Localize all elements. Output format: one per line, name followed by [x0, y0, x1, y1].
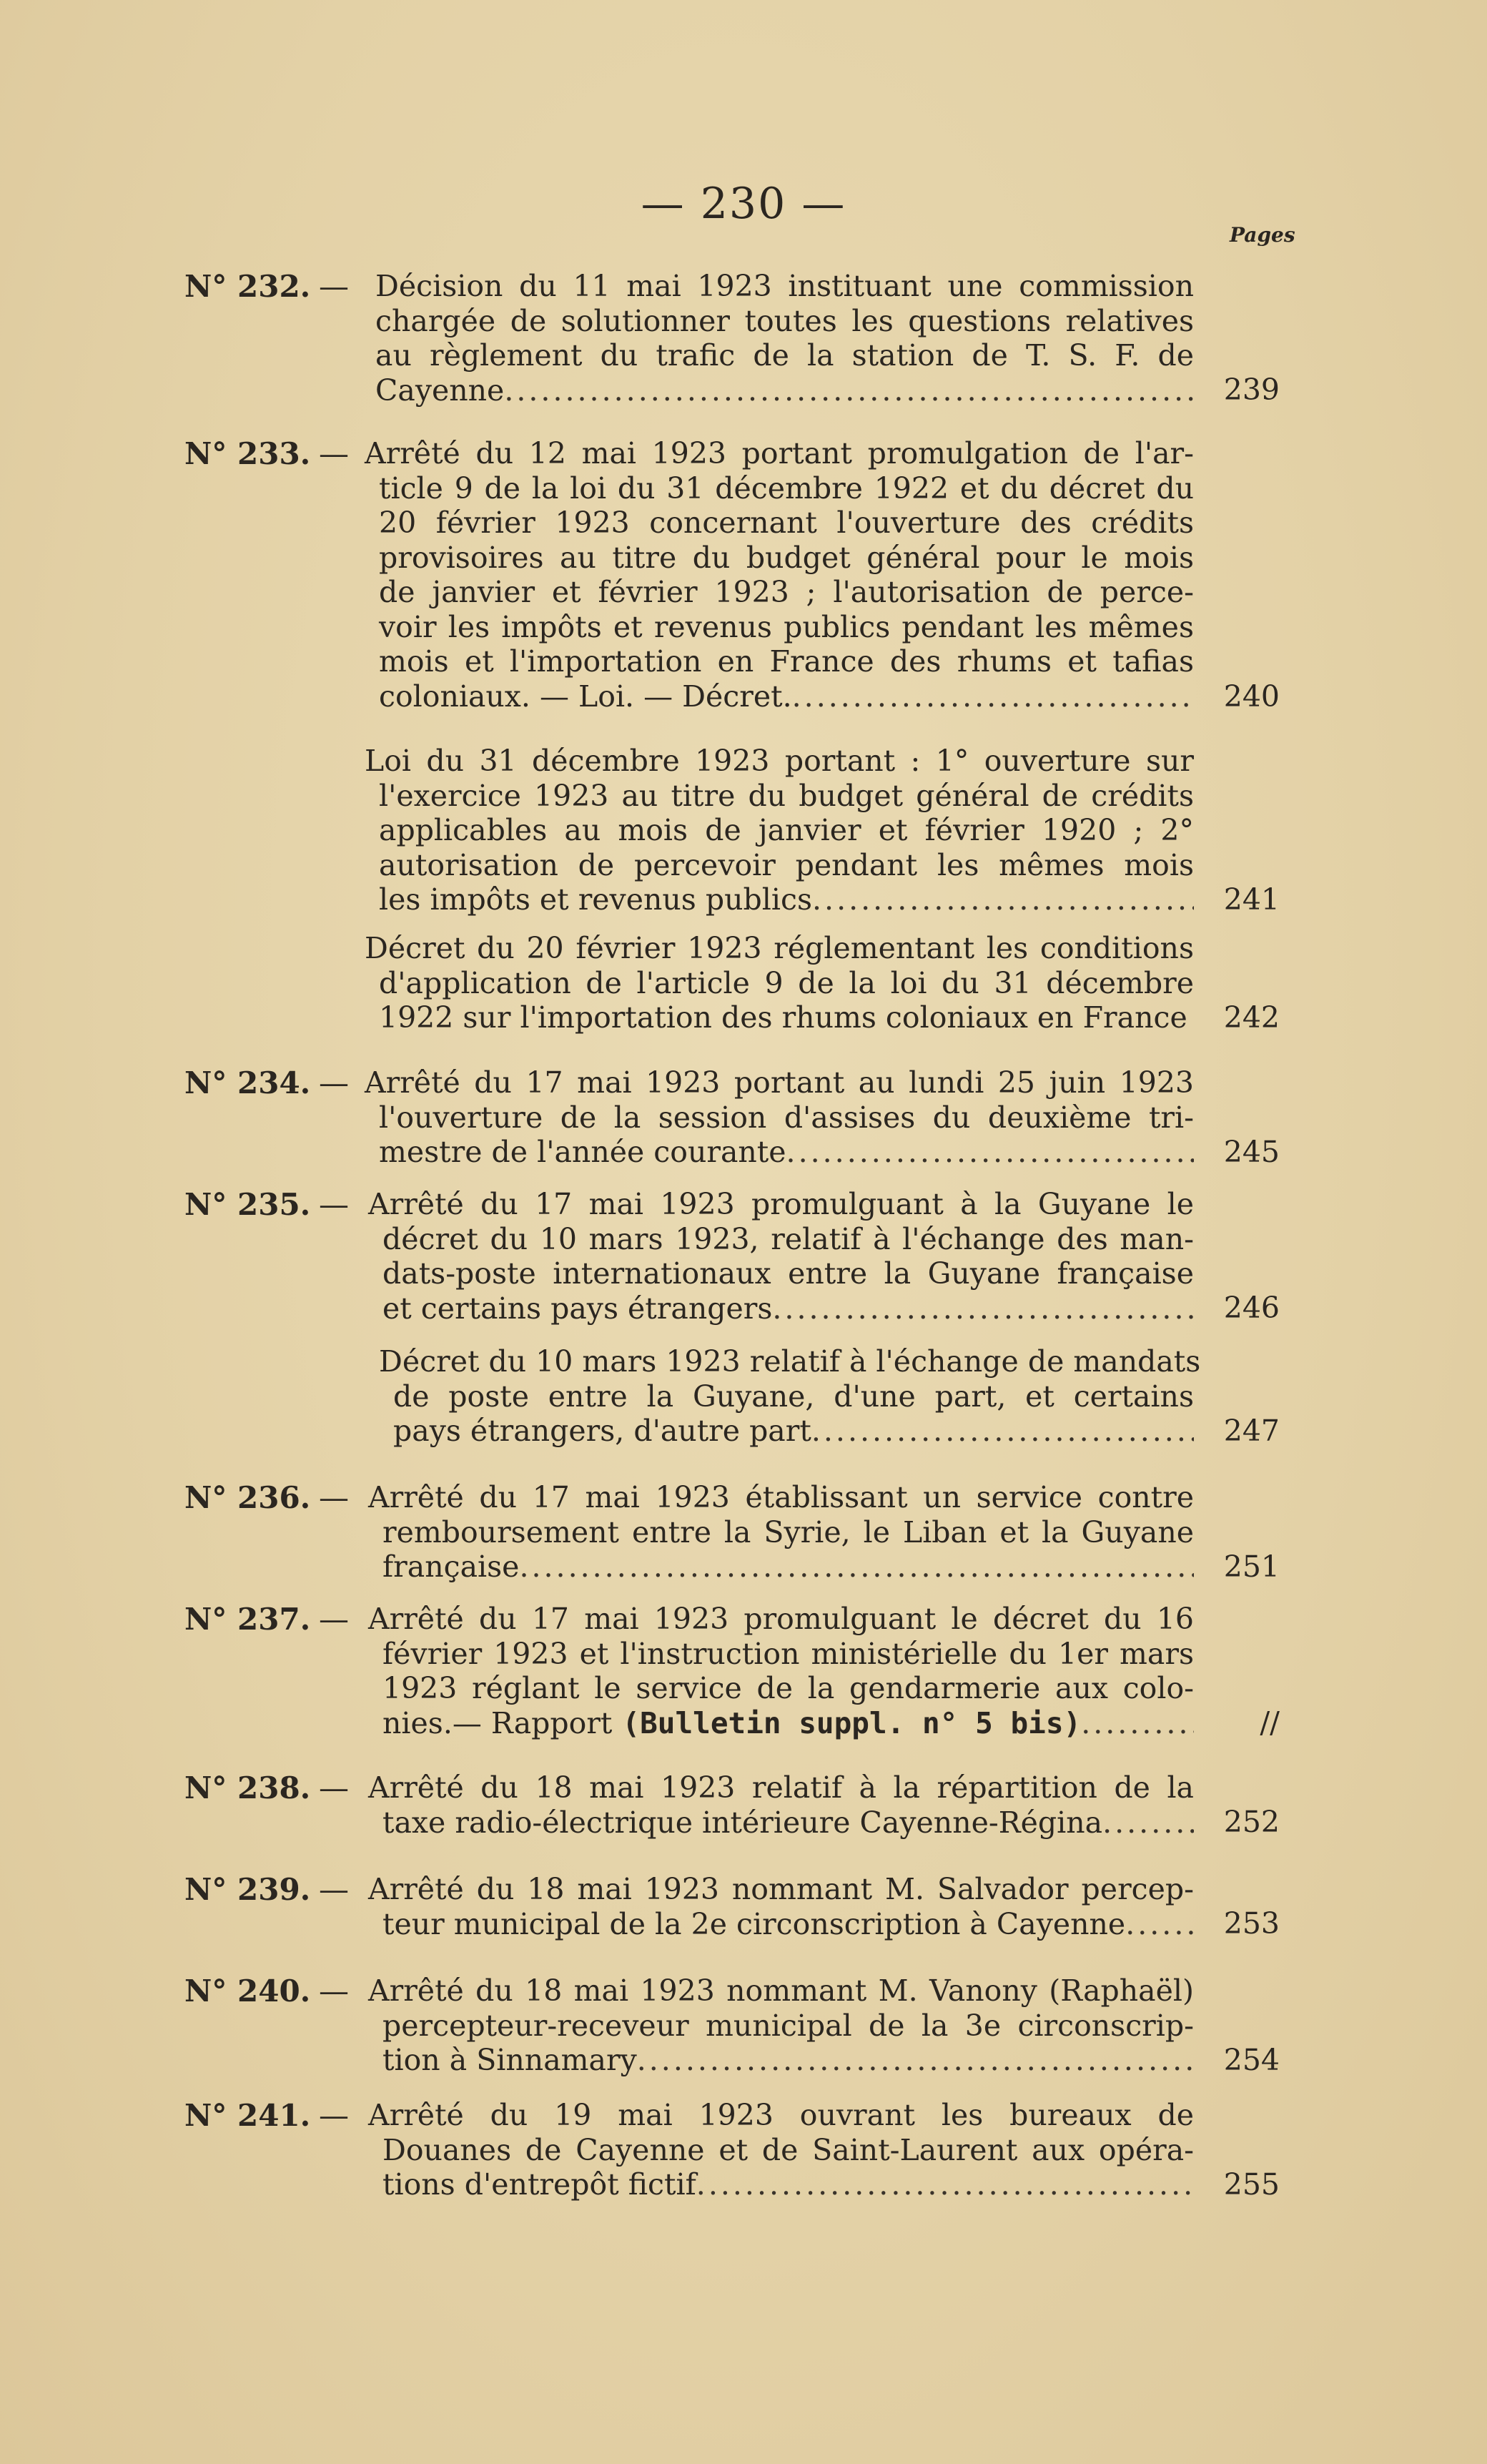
entry-line-last: française [382, 1549, 520, 1584]
entry-page: 242 [1223, 1000, 1280, 1035]
entry-line: décret du 10 mars 1923, relatif à l'échange des man- [382, 1221, 1194, 1256]
entry-line: percepteur-receveur municipal de la 3e circonscrip- [382, 2008, 1194, 2043]
entry-line-last: teur municipal de la 2e circonscription à Cayenne [382, 1906, 1126, 1941]
entry-line: de janvier et février 1923 ; l'autorisation de perce- [379, 575, 1194, 609]
entry-line: de poste entre la Guyane, d'une part, et certains [393, 1379, 1194, 1414]
entry-line-last: nies.— Rapport [382, 1705, 613, 1740]
entry-line: Loi du 31 décembre 1923 portant : 1° ouverture sur [365, 744, 1194, 778]
entry-page: 255 [1223, 2167, 1280, 2202]
entry-line-last: les impôts et revenus publics [379, 882, 812, 917]
entry-text [365, 1065, 1194, 1170]
dot-leader [519, 1549, 1194, 1585]
entry-text [368, 1973, 1194, 2078]
entry-line: dats-poste internationaux entre la Guyane française [382, 1256, 1194, 1291]
entry-page: 253 [1223, 1906, 1280, 1941]
entry-line: Arrêté du 18 mai 1923 nommant M. Vanony (Raphaël) [368, 1973, 1194, 2008]
dot-leader [1081, 1706, 1194, 1741]
entry-line: Décret du 10 mars 1923 relatif à l'échange de mandats [379, 1344, 1201, 1379]
entry-line-last: 1922 sur l'importation des rhums coloniaux en France [379, 1000, 1187, 1035]
entry-line: Arrêté du 17 mai 1923 établissant un service contre [368, 1480, 1194, 1514]
entry-line: 1923 réglant le service de la gendarmerie aux colo- [382, 1671, 1194, 1705]
entry-line: Décret du 20 février 1923 réglementant les conditions [365, 931, 1194, 965]
entry-line-last: mestre de l'année courante [379, 1135, 786, 1169]
entry-line: d'application de l'article 9 de la loi du 31 décembre [379, 965, 1194, 1000]
entry-dash: — [319, 2098, 349, 2133]
entry-dash: — [319, 1770, 349, 1805]
entry-number: N° 240. [184, 1973, 311, 2009]
entry-number: N° 238. [184, 1770, 311, 1805]
entry-line: Arrêté du 17 mai 1923 portant au lundi 25 juin 1923 [365, 1065, 1194, 1100]
entry-page: 251 [1223, 1549, 1280, 1584]
entry-number: N° 241. [184, 2098, 311, 2133]
entry-text [368, 1872, 1194, 1941]
entry-line: Arrêté du 17 mai 1923 promulguant le décret du 16 [368, 1602, 1194, 1636]
dot-leader [1102, 1805, 1194, 1840]
entry-line: février 1923 et l'instruction ministérielle du 1er mars [382, 1636, 1194, 1671]
entry-dash: — [319, 1973, 349, 2009]
entry-page: // [1260, 1705, 1280, 1740]
entry-line: autorisation de percevoir pendant les mêmes mois [379, 847, 1194, 882]
entry-page: 239 [1223, 373, 1280, 407]
dot-leader [504, 373, 1194, 408]
entry-text [368, 1770, 1194, 1840]
page-number: — 230 — [641, 179, 846, 229]
dot-leader [811, 1414, 1194, 1449]
entry-line-last: pays étrangers, d'autre part [393, 1414, 811, 1448]
entry-line-last: tion à Sinnamary [382, 2043, 637, 2077]
entry-page: 241 [1223, 882, 1280, 917]
entry-page: 245 [1223, 1135, 1280, 1169]
entry-line: Arrêté du 17 mai 1923 promulguant à la Guyane le [368, 1187, 1194, 1221]
dot-leader [1125, 1907, 1194, 1942]
entry-text [368, 1187, 1194, 1326]
dot-leader [786, 1135, 1194, 1170]
entry-line: l'exercice 1923 au titre du budget général de crédits [379, 778, 1194, 813]
entry-text [368, 1602, 1194, 1740]
entry-number: N° 237. [184, 1602, 311, 1637]
entry-line: voir les impôts et revenus publics pendant les mêmes [379, 609, 1194, 644]
entry-line-last: et certains pays étrangers [382, 1291, 773, 1326]
entry-dash: — [319, 1065, 349, 1100]
entry-line: au règlement du trafic de la station de T. S. F. de [375, 338, 1194, 373]
entry-text [379, 1344, 1201, 1449]
entry-line-last: Cayenne [375, 373, 505, 408]
entry-page: 254 [1223, 2043, 1280, 2077]
entry-line-last: coloniaux. — Loi. — Décret. [379, 679, 792, 714]
dot-leader [637, 2043, 1194, 2078]
entry-line: Arrêté du 12 mai 1923 portant promulgation de l'ar- [365, 436, 1194, 470]
entry-line: mois et l'importation en France des rhums et tafias [379, 644, 1194, 679]
dot-leader [812, 882, 1194, 917]
entry-number: N° 232. [184, 269, 311, 304]
entry-number: N° 233. [184, 436, 311, 471]
dot-leader [772, 1291, 1194, 1326]
entry-text [368, 1480, 1194, 1585]
entry-dash: — [319, 1480, 349, 1515]
entry-number: N° 239. [184, 1872, 311, 1907]
entry-text [368, 2098, 1194, 2202]
entry-line: Arrêté du 18 mai 1923 nommant M. Salvador percep- [368, 1872, 1194, 1906]
entry-line: chargée de solutionner toutes les questions relatives [375, 303, 1194, 338]
entry-number: N° 235. [184, 1187, 311, 1222]
entry-page: 252 [1223, 1805, 1280, 1839]
entry-page: 247 [1223, 1414, 1280, 1448]
entry-dash: — [319, 1187, 349, 1222]
entry-dash: — [319, 269, 349, 304]
entry-line-last: tions d'entrepôt fictif [382, 2167, 696, 2202]
dot-leader [792, 679, 1194, 714]
entry-number: N° 236. [184, 1480, 311, 1515]
entry-text [375, 269, 1194, 408]
entry-line: provisoires au titre du budget général pour le mois [379, 540, 1194, 575]
entry-number: N° 234. [184, 1065, 311, 1100]
entry-line-last: taxe radio-électrique intérieure Cayenne-Régina [382, 1805, 1103, 1840]
entry-line: Arrêté du 18 mai 1923 relatif à la répartition de la [368, 1770, 1194, 1805]
entry-line: Décision du 11 mai 1923 instituant une commission [375, 269, 1194, 303]
entry-dash: — [319, 436, 349, 471]
entry-text [365, 744, 1194, 917]
entry-line: Arrêté du 19 mai 1923 ouvrant les bureaux de [368, 2098, 1194, 2132]
entry-page: 240 [1223, 679, 1280, 714]
entry-dash: — [319, 1602, 349, 1637]
entry-line: Douanes de Cayenne et de Saint-Laurent aux opéra- [382, 2132, 1194, 2167]
entry-line: applicables au mois de janvier et février 1920 ; 2° [379, 813, 1194, 847]
bulletin-reference: (Bulletin suppl. n° 5 bis) [622, 1705, 1082, 1740]
entry-dash: — [319, 1872, 349, 1907]
entry-line: 20 février 1923 concernant l'ouverture des crédits [379, 506, 1194, 540]
entry-text [365, 436, 1194, 714]
entry-page: 246 [1223, 1291, 1280, 1325]
entry-text [365, 931, 1194, 1035]
entry-line: remboursement entre la Syrie, le Liban et la Guyane [382, 1514, 1194, 1549]
dot-leader [696, 2167, 1194, 2202]
entry-line: l'ouverture de la session d'assises du deuxième tri- [379, 1100, 1194, 1135]
pages-column-header: Pages [1230, 223, 1295, 247]
entry-line: ticle 9 de la loi du 31 décembre 1922 et du décret du [379, 470, 1194, 506]
